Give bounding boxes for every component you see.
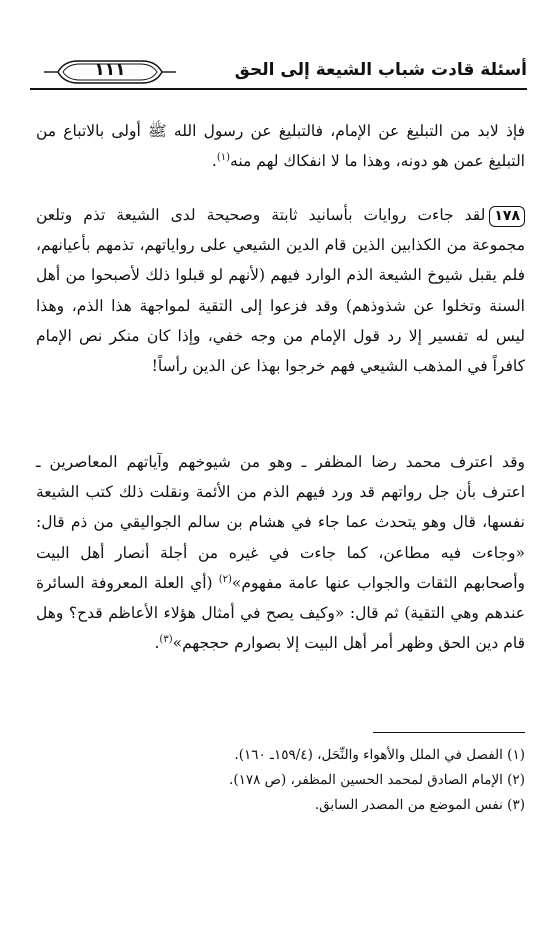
header-rule <box>30 88 527 90</box>
page-number: ١١١ <box>94 60 126 80</box>
paragraph-3-end: . <box>154 634 160 653</box>
paragraph-1-text: فإذ لابد من التبليغ عن الإمام، فالتبليغ عن رسول الله ﷺ أولى بالاتباع من التبليغ عمن هو دونه، وهذا ما لا انفكاك لهم منه <box>36 122 525 171</box>
paragraph-2 <box>36 200 525 381</box>
footnote-ref-3: (٣) <box>159 634 173 646</box>
footnote-1: (١) الفصل في الملل والأهواء والنِّحَل، (١٥٩/٤ـ ١٦٠). <box>234 747 525 763</box>
question-number-badge: ١٧٨ <box>489 206 525 227</box>
paragraph-3 <box>36 447 525 658</box>
page-number-ornament <box>44 58 176 86</box>
footnote-2: (٢) الإمام الصادق لمحمد الحسين المظفر، (ص ١٧٨). <box>229 772 525 788</box>
footnote-3: (٣) نفس الموضع من المصدر السابق. <box>314 797 525 813</box>
paragraph-3-text-b: (أي العلة المعروفة السائرة عندهم وهي التقية) ثم قال: «وكيف يصح في أمثال هؤلاء الأعاظم قدح؟ وهل قام دين الحق وظهر أمر أهل البيت إلا بصوارم حججهم» <box>36 573 525 653</box>
paragraph-1: فإذ لابد من التبليغ عن الإمام، فالتبليغ عن رسول الله ﷺ أولى بالاتباع من التبليغ عمن هو دونه، وهذا ما لا انفكاك لهم منه$^{(١)}$. <box>36 122 525 171</box>
page-header <box>30 56 527 92</box>
running-title: أسئلة قادت شباب الشيعة إلى الحق <box>234 60 527 80</box>
paragraph-3-text-a: وقد اعترف محمد رضا المظفر ـ وهو من شيوخهم وآياتهم المعاصرين ـ اعترف بأن جل رواتهم قد ورد فيهم الذم من الأئمة ونقلت ذلك كتب الشيعة نفسها، قال وهو يتحدث عما جاء في هشام بن سالم الجواليقي من ذم قال: «وجاءت فيه مطاعن، كما جاءت في غيره من أجلة أنصار أهل البيت وأصحابهم الثقات والجواب عنها عامة مفهوم» <box>36 453 525 592</box>
footnotes <box>36 743 525 818</box>
footnote-ref-1: (١) <box>216 152 231 164</box>
paragraph-2-text: لقد جاءت روايات بأسانيد ثابتة وصحيحة لدى الشيعة تذم وتلعن مجموعة من الكذابين الذين قام الدين الشيعي على رواياتهم، تذمهم بأعيانهم، فلم يقبل شيوخ الشيعة الذم الوارد فيهم (لأنهم لو قبلوا ذلك لأصبحوا من أهل السنة وتخلوا عن شذوذهم) وقد فزعوا إلى التقية لمواجهة هذا الذم، وهذا ليس له تفسير إلا رد قول الإمام من وجه خفي، وإذا كان منكر نص الإمام كافراً في المذهب الشيعي فهم خرجوا بهذا عن الدين رأساً! <box>36 206 525 376</box>
footnote-ref-2: (٢) <box>218 573 232 585</box>
footnote-separator <box>373 732 525 733</box>
